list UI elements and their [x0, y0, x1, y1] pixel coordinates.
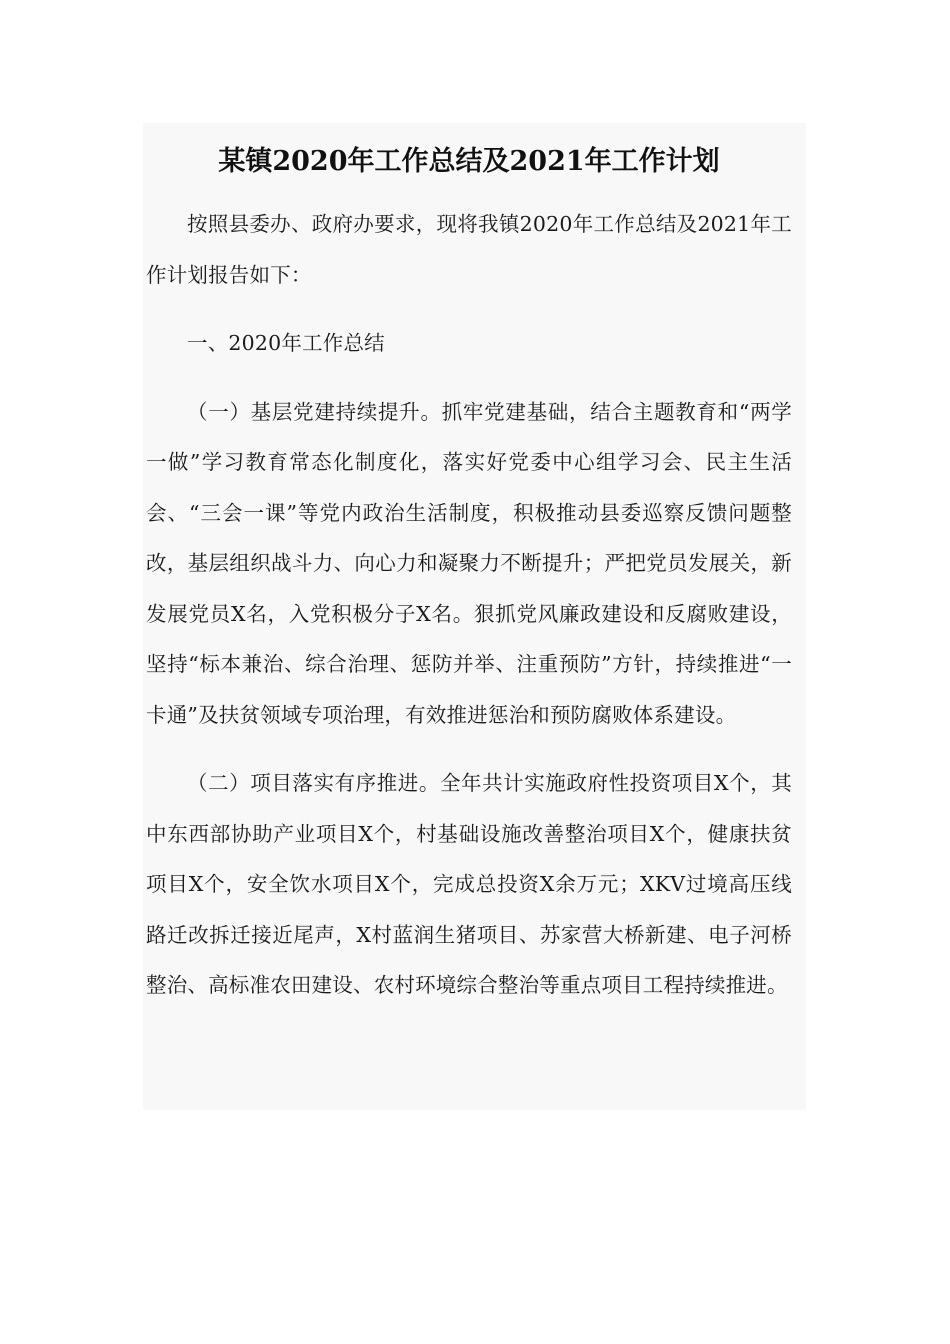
- intro-paragraph: 按照县委办、政府办要求，现将我镇2020年工作总结及2021年工作计划报告如下：: [146, 212, 792, 287]
- document-title: 某镇2020年工作总结及2021年工作计划: [218, 146, 720, 177]
- subsection-project-progress: （二）项目落实有序推进。全年共计实施政府性投资项目X个，其中东西部协助产业项目X个，村基础设施改善整治项目X个，健康扶贫项目X个，安全饮水项目X个，完成总投资X余万元；XKV过境高压线路迁改拆迁接近尾声，X村蓝润生猪项目、苏家营大桥新建、电子河桥整治、高标准农田建设、农村环境综合整治等重点项目工程持续推进。: [146, 771, 792, 997]
- subsection-party-building: （一）基层党建持续提升。抓牢党建基础，结合主题教育和“两学一做”学习教育常态化制度化，落实好党委中心组学习会、民主生活会、“三会一课”等党内政治生活制度，积极推动县委巡察反馈问题整改，基层组织战斗力、向心力和凝聚力不断提升；严把党员发展关，新发展党员X名，入党积极分子X名。狠抓党风廉政建设和反腐败建设，坚持“标本兼治、综合治理、惩防并举、注重预防”方针，持续推进“一卡通”及扶贫领域专项治理，有效推进惩治和预防腐败体系建设。: [146, 399, 792, 727]
- section-heading-summary: 一、2020年工作总结: [187, 331, 385, 355]
- document-body: [143, 123, 806, 1110]
